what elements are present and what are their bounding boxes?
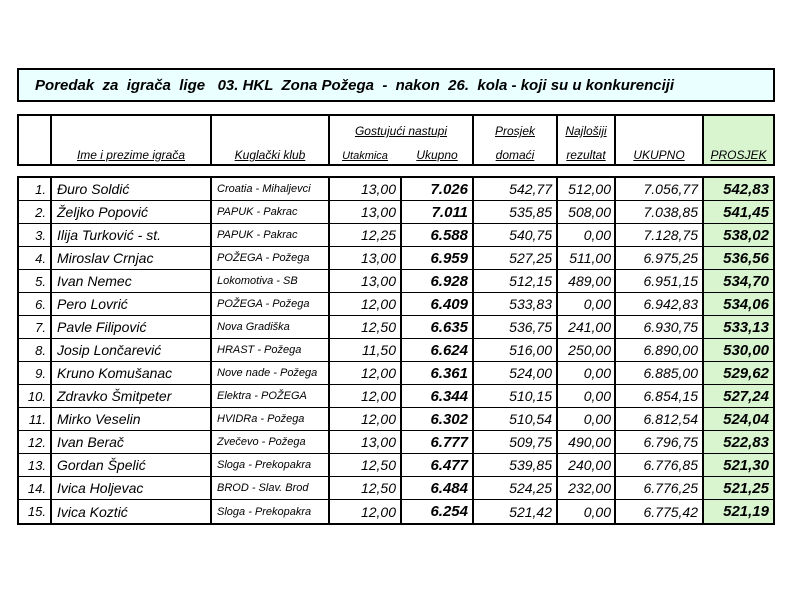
header-total bbox=[616, 116, 704, 164]
cell-total: 7.038,85 bbox=[616, 201, 704, 223]
cell-prosjek: 542,77 bbox=[474, 178, 558, 200]
cell-total: 6.975,25 bbox=[616, 247, 704, 269]
cell-najlosiji: 0,00 bbox=[558, 385, 616, 407]
cell-utakmica: 12,50 bbox=[330, 454, 402, 476]
cell-name: Pavle Filipović bbox=[52, 316, 212, 338]
cell-rank: 10. bbox=[19, 385, 52, 407]
cell-ukupno: 6.959 bbox=[402, 247, 474, 269]
cell-najlosiji: 511,00 bbox=[558, 247, 616, 269]
cell-ukupno: 6.344 bbox=[402, 385, 474, 407]
cell-name: Gordan Špelić bbox=[52, 454, 212, 476]
cell-najlosiji: 490,00 bbox=[558, 431, 616, 453]
cell-prosjek: 516,00 bbox=[474, 339, 558, 361]
cell-club: Zvečevo - Požega bbox=[212, 431, 330, 453]
cell-total: 6.890,00 bbox=[616, 339, 704, 361]
cell-ukupno: 6.302 bbox=[402, 408, 474, 430]
cell-prosjek: 524,00 bbox=[474, 362, 558, 384]
table-row bbox=[19, 293, 773, 316]
cell-ukupno: 6.254 bbox=[402, 500, 474, 523]
table-row bbox=[19, 431, 773, 454]
cell-prosjek: 510,54 bbox=[474, 408, 558, 430]
cell-prosjek: 510,15 bbox=[474, 385, 558, 407]
cell-ukupno: 6.477 bbox=[402, 454, 474, 476]
header-name bbox=[52, 116, 212, 164]
cell-rank: 15. bbox=[19, 500, 52, 523]
cell-name: Ivan Berač bbox=[52, 431, 212, 453]
cell-prosjek: 539,85 bbox=[474, 454, 558, 476]
cell-avg: 534,06 bbox=[704, 293, 773, 315]
cell-club: PAPUK - Pakrac bbox=[212, 201, 330, 223]
cell-club: POŽEGA - Požega bbox=[212, 247, 330, 269]
cell-club: Nova Gradiška bbox=[212, 316, 330, 338]
table-row bbox=[19, 316, 773, 339]
table-row bbox=[19, 408, 773, 431]
cell-club: POŽEGA - Požega bbox=[212, 293, 330, 315]
cell-najlosiji: 0,00 bbox=[558, 224, 616, 246]
cell-total: 6.951,15 bbox=[616, 270, 704, 292]
header-rezultat-label: rezultat bbox=[566, 148, 606, 162]
cell-rank: 13. bbox=[19, 454, 52, 476]
cell-avg: 533,13 bbox=[704, 316, 773, 338]
cell-ukupno: 6.928 bbox=[402, 270, 474, 292]
header-rank bbox=[19, 116, 52, 164]
cell-prosjek: 509,75 bbox=[474, 431, 558, 453]
cell-rank: 12. bbox=[19, 431, 52, 453]
header-avg-label: PROSJEK bbox=[710, 148, 767, 162]
cell-najlosiji: 232,00 bbox=[558, 477, 616, 499]
cell-najlosiji: 250,00 bbox=[558, 339, 616, 361]
table-row bbox=[19, 224, 773, 247]
cell-ukupno: 7.026 bbox=[402, 178, 474, 200]
cell-ukupno: 6.624 bbox=[402, 339, 474, 361]
header-gostujuci bbox=[330, 116, 474, 164]
cell-name: Ilija Turković - st. bbox=[52, 224, 212, 246]
cell-utakmica: 12,50 bbox=[330, 316, 402, 338]
cell-najlosiji: 240,00 bbox=[558, 454, 616, 476]
header-name-label: Ime i prezime igrača bbox=[76, 148, 186, 162]
cell-club: Croatia - Mihaljevci bbox=[212, 178, 330, 200]
cell-avg: 541,45 bbox=[704, 201, 773, 223]
cell-total: 6.942,83 bbox=[616, 293, 704, 315]
cell-rank: 4. bbox=[19, 247, 52, 269]
cell-avg: 542,83 bbox=[704, 178, 773, 200]
cell-rank: 5. bbox=[19, 270, 52, 292]
cell-rank: 7. bbox=[19, 316, 52, 338]
header-domaci-label: domaći bbox=[495, 148, 535, 162]
cell-rank: 14. bbox=[19, 477, 52, 499]
cell-avg: 538,02 bbox=[704, 224, 773, 246]
cell-prosjek: 512,15 bbox=[474, 270, 558, 292]
page-title: Poredak za igrača lige 03. HKL Zona Požega - nakon 26. kola - koji su u konkurenciji bbox=[17, 68, 775, 102]
cell-ukupno: 6.361 bbox=[402, 362, 474, 384]
cell-prosjek: 536,75 bbox=[474, 316, 558, 338]
standings-table bbox=[17, 176, 775, 525]
table-row bbox=[19, 477, 773, 500]
header-club bbox=[212, 116, 330, 164]
cell-avg: 521,30 bbox=[704, 454, 773, 476]
cell-ukupno: 6.777 bbox=[402, 431, 474, 453]
header-ukupno-label: Ukupno bbox=[416, 148, 458, 162]
cell-utakmica: 12,00 bbox=[330, 362, 402, 384]
cell-avg: 529,62 bbox=[704, 362, 773, 384]
cell-utakmica: 13,00 bbox=[330, 178, 402, 200]
cell-rank: 3. bbox=[19, 224, 52, 246]
header-prosjek-domaci bbox=[474, 116, 558, 164]
cell-rank: 2. bbox=[19, 201, 52, 223]
header-prosjek-label: Prosjek bbox=[494, 124, 535, 138]
cell-utakmica: 12,50 bbox=[330, 477, 402, 499]
cell-avg: 536,56 bbox=[704, 247, 773, 269]
cell-najlosiji: 0,00 bbox=[558, 500, 616, 523]
table-row bbox=[19, 362, 773, 385]
table-row bbox=[19, 454, 773, 477]
cell-club: Sloga - Prekopakra bbox=[212, 500, 330, 523]
cell-rank: 8. bbox=[19, 339, 52, 361]
cell-name: Ivica Holjevac bbox=[52, 477, 212, 499]
cell-prosjek: 524,25 bbox=[474, 477, 558, 499]
cell-utakmica: 12,00 bbox=[330, 293, 402, 315]
table-row bbox=[19, 247, 773, 270]
cell-club: Nove nade - Požega bbox=[212, 362, 330, 384]
cell-name: Kruno Komušanac bbox=[52, 362, 212, 384]
cell-najlosiji: 241,00 bbox=[558, 316, 616, 338]
cell-club: Sloga - Prekopakra bbox=[212, 454, 330, 476]
cell-name: Josip Lončarević bbox=[52, 339, 212, 361]
cell-club: PAPUK - Pakrac bbox=[212, 224, 330, 246]
cell-total: 6.812,54 bbox=[616, 408, 704, 430]
cell-name: Pero Lovrić bbox=[52, 293, 212, 315]
cell-rank: 9. bbox=[19, 362, 52, 384]
cell-utakmica: 12,00 bbox=[330, 408, 402, 430]
cell-prosjek: 527,25 bbox=[474, 247, 558, 269]
header-najlosiji bbox=[558, 116, 616, 164]
cell-ukupno: 6.484 bbox=[402, 477, 474, 499]
cell-avg: 530,00 bbox=[704, 339, 773, 361]
table-row bbox=[19, 201, 773, 224]
cell-utakmica: 11,50 bbox=[330, 339, 402, 361]
cell-rank: 1. bbox=[19, 178, 52, 200]
cell-avg: 521,25 bbox=[704, 477, 773, 499]
cell-utakmica: 13,00 bbox=[330, 201, 402, 223]
cell-rank: 6. bbox=[19, 293, 52, 315]
cell-total: 6.885,00 bbox=[616, 362, 704, 384]
cell-rank: 11. bbox=[19, 408, 52, 430]
cell-utakmica: 13,00 bbox=[330, 431, 402, 453]
cell-prosjek: 535,85 bbox=[474, 201, 558, 223]
cell-total: 6.796,75 bbox=[616, 431, 704, 453]
cell-ukupno: 6.635 bbox=[402, 316, 474, 338]
cell-ukupno: 7.011 bbox=[402, 201, 474, 223]
cell-name: Ivan Nemec bbox=[52, 270, 212, 292]
cell-total: 6.854,15 bbox=[616, 385, 704, 407]
cell-avg: 527,24 bbox=[704, 385, 773, 407]
cell-total: 6.775,42 bbox=[616, 500, 704, 523]
header-total-label: UKUPNO bbox=[633, 148, 685, 162]
table-header bbox=[17, 114, 775, 166]
cell-avg: 524,04 bbox=[704, 408, 773, 430]
cell-ukupno: 6.409 bbox=[402, 293, 474, 315]
cell-club: Elektra - POŽEGA bbox=[212, 385, 330, 407]
cell-najlosiji: 512,00 bbox=[558, 178, 616, 200]
header-najlosiji-label: Najlošiji bbox=[565, 124, 607, 138]
cell-utakmica: 13,00 bbox=[330, 247, 402, 269]
header-club-label: Kuglački klub bbox=[234, 148, 306, 162]
cell-utakmica: 13,00 bbox=[330, 270, 402, 292]
cell-najlosiji: 0,00 bbox=[558, 293, 616, 315]
cell-total: 7.128,75 bbox=[616, 224, 704, 246]
cell-total: 6.776,85 bbox=[616, 454, 704, 476]
cell-utakmica: 12,25 bbox=[330, 224, 402, 246]
cell-najlosiji: 0,00 bbox=[558, 362, 616, 384]
header-avg bbox=[704, 116, 773, 164]
cell-name: Ivica Koztić bbox=[52, 500, 212, 523]
cell-avg: 522,83 bbox=[704, 431, 773, 453]
cell-club: BROD - Slav. Brod bbox=[212, 477, 330, 499]
cell-avg: 521,19 bbox=[704, 500, 773, 523]
cell-name: Đuro Soldić bbox=[52, 178, 212, 200]
cell-total: 7.056,77 bbox=[616, 178, 704, 200]
header-gostujuci-label: Gostujući nastupi bbox=[354, 124, 448, 138]
cell-utakmica: 12,00 bbox=[330, 385, 402, 407]
cell-najlosiji: 0,00 bbox=[558, 408, 616, 430]
table-row bbox=[19, 500, 773, 523]
cell-najlosiji: 508,00 bbox=[558, 201, 616, 223]
cell-avg: 534,70 bbox=[704, 270, 773, 292]
cell-name: Zdravko Šmitpeter bbox=[52, 385, 212, 407]
table-row bbox=[19, 178, 773, 201]
cell-total: 6.930,75 bbox=[616, 316, 704, 338]
cell-prosjek: 521,42 bbox=[474, 500, 558, 523]
header-utakmica-label: Utakmica bbox=[342, 150, 388, 162]
cell-name: Mirko Veselin bbox=[52, 408, 212, 430]
cell-name: Miroslav Crnjac bbox=[52, 247, 212, 269]
cell-name: Željko Popović bbox=[52, 201, 212, 223]
cell-prosjek: 540,75 bbox=[474, 224, 558, 246]
table-row bbox=[19, 339, 773, 362]
cell-club: HVIDRa - Požega bbox=[212, 408, 330, 430]
table-row bbox=[19, 270, 773, 293]
cell-total: 6.776,25 bbox=[616, 477, 704, 499]
cell-prosjek: 533,83 bbox=[474, 293, 558, 315]
cell-ukupno: 6.588 bbox=[402, 224, 474, 246]
cell-najlosiji: 489,00 bbox=[558, 270, 616, 292]
cell-club: HRAST - Požega bbox=[212, 339, 330, 361]
cell-club: Lokomotiva - SB bbox=[212, 270, 330, 292]
cell-utakmica: 12,00 bbox=[330, 500, 402, 523]
table-row bbox=[19, 385, 773, 408]
